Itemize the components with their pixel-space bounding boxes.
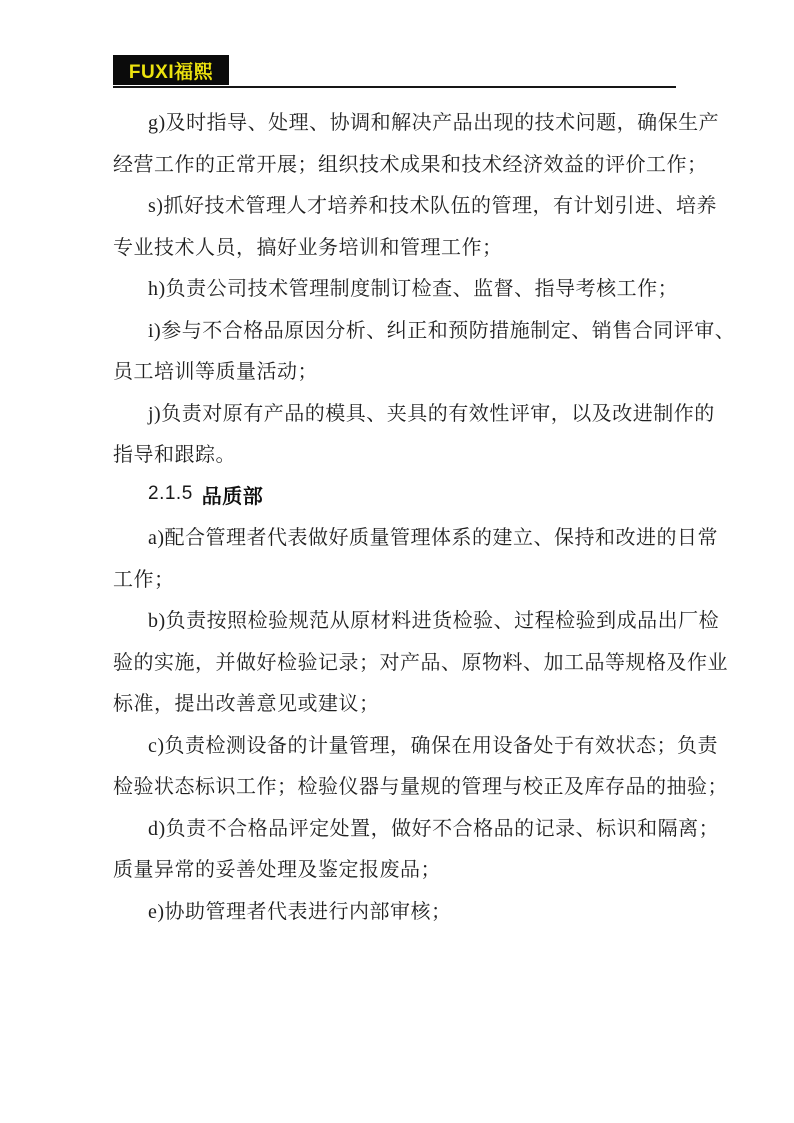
- text-line: e)协助管理者代表进行内部审核；: [148, 900, 452, 923]
- text-line: c)负责检测设备的计量管理，确保在用设备处于有效状态；负责: [148, 734, 719, 757]
- text-line: h)负责公司技术管理制度制订检查、监督、指导考核工作；: [148, 278, 679, 301]
- header-divider: [113, 86, 676, 88]
- text-line: 指导和跟踪。: [113, 444, 236, 467]
- heading-title: 品质部: [201, 485, 264, 508]
- text-line: i)参与不合格品原因分析、纠正和预防措施制定、销售合同评审、: [148, 319, 736, 342]
- text-line: j)负责对原有产品的模具、夹具的有效性评审，以及改进制作的: [148, 402, 715, 425]
- text-line: 专业技术人员，搞好业务培训和管理工作；: [113, 236, 503, 259]
- text-line: 验的实施，并做好检验记录；对产品、原物料、加工品等规格及作业: [113, 651, 728, 674]
- text-line: a)配合管理者代表做好质量管理体系的建立、保持和改进的日常: [148, 527, 719, 550]
- text-line: 工作；: [113, 568, 175, 591]
- text-line: s)抓好技术管理人才培养和技术队伍的管理，有计划引进、培养: [148, 195, 717, 218]
- text-line: 标准，提出改善意见或建议；: [113, 693, 380, 716]
- text-line: 员工培训等质量活动；: [113, 361, 318, 384]
- text-line: g)及时指导、处理、协调和解决产品出现的技术问题，确保生产: [148, 112, 720, 135]
- document-body: [113, 100, 736, 930]
- heading-number: 2.1.5: [148, 483, 193, 505]
- text-line: b)负责按照检验规范从原材料进货检验、过程检验到成品出厂检: [148, 610, 720, 633]
- text-line: 检验状态标识工作；检验仪器与量规的管理与校正及库存品的抽验；: [113, 776, 728, 799]
- section-heading: [113, 474, 688, 516]
- text-line: 经营工作的正常开展；组织技术成果和技术经济效益的评价工作；: [113, 153, 708, 176]
- text-line: 质量异常的妥善处理及鉴定报废品；: [113, 859, 441, 882]
- company-logo: [113, 55, 229, 85]
- logo-text: FUXI福熙: [128, 61, 214, 83]
- text-line: d)负责不合格品评定处置，做好不合格品的记录、标识和隔离；: [148, 817, 720, 840]
